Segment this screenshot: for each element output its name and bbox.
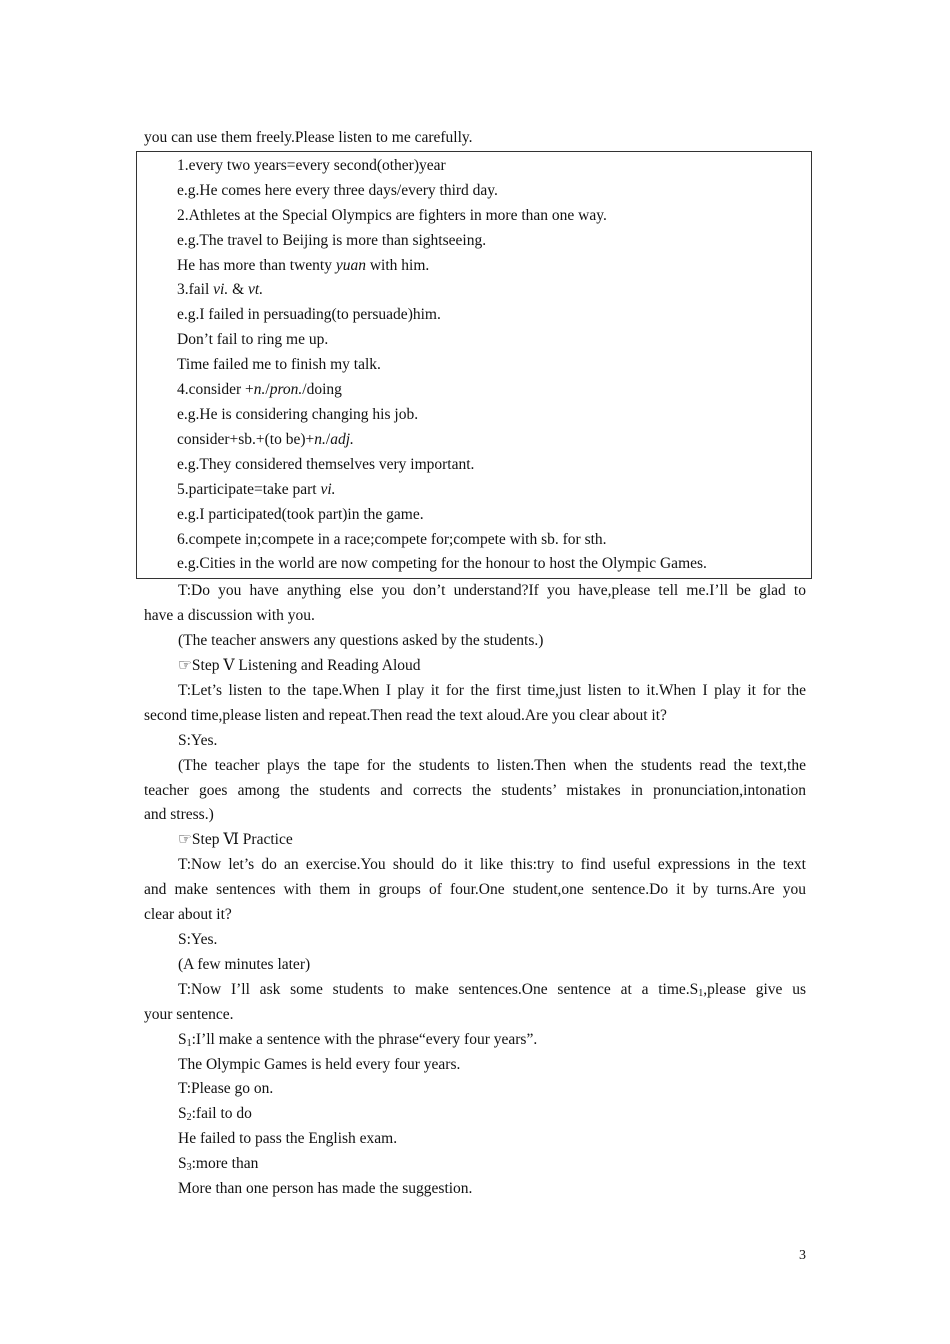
text: consider+sb.+(to be)+	[177, 430, 315, 448]
paragraph-line: and make sentences with them in groups of four.One student,one sentence.Do it by turns.Are you	[144, 881, 806, 899]
paragraph-line: He failed to pass the English exam.	[178, 1130, 398, 1148]
paragraph-line: your sentence.	[144, 1005, 234, 1023]
italic-text: n.	[253, 381, 266, 399]
italic-text: vi.	[213, 281, 229, 299]
paragraph-line: second time,please listen and repeat.Then read the text aloud.Are you clear about it?	[144, 706, 667, 724]
page-content	[144, 126, 806, 1202]
text: :more than	[191, 1155, 259, 1173]
italic-text: yuan	[335, 256, 366, 274]
paragraph-line: S:Yes.	[178, 731, 218, 749]
subscript: 1	[186, 1037, 192, 1049]
subscript: 2	[186, 1112, 192, 1124]
paragraph-line: (The teacher plays the tape for the students to listen.Then when the students read the text,the	[178, 756, 806, 774]
italic-text: pron.	[269, 381, 303, 399]
box-line: e.g.They considered themselves very important.	[177, 455, 475, 473]
subscript: 1	[698, 987, 704, 999]
paragraph-line	[144, 978, 806, 1003]
box-line	[137, 428, 811, 453]
box-line: e.g.I failed in persuading(to persuade)him.	[177, 306, 441, 324]
paragraph-line: have a discussion with you.	[144, 607, 315, 625]
paragraph-line: (The teacher answers any questions asked by the students.)	[178, 632, 544, 650]
paragraph-line: clear about it?	[144, 906, 232, 924]
paragraph-line: (A few minutes later)	[178, 955, 311, 973]
subscript: 3	[186, 1162, 192, 1174]
paragraph-line: More than one person has made the suggestion.	[178, 1180, 473, 1198]
box-line: e.g.I participated(took part)in the game.	[177, 505, 424, 523]
italic-text: adj.	[330, 430, 354, 448]
paragraph-line: The Olympic Games is held every four years.	[178, 1055, 461, 1073]
paragraph-line: S:Yes.	[178, 931, 218, 948]
paragraph-line: T:Please go on.	[178, 1080, 274, 1098]
box-line: Time failed me to finish my talk.	[177, 356, 381, 374]
box-line: Don’t fail to ring me up.	[177, 331, 329, 349]
text: He has more than twenty	[177, 256, 336, 274]
text: S	[178, 1030, 187, 1048]
box-line: 2.Athletes at the Special Olympics are fighters in more than one way.	[177, 206, 607, 224]
vocabulary-box	[136, 151, 812, 579]
box-line: 1.every two years=every second(other)year	[177, 156, 446, 174]
text: 5.participate=take part	[177, 480, 321, 498]
italic-text: n.	[314, 430, 326, 448]
paragraph-line: and stress.)	[144, 806, 214, 824]
text: S	[178, 1105, 187, 1123]
text: ,please give us	[703, 980, 806, 998]
box-line: e.g.He comes here every three days/every third day.	[177, 181, 498, 199]
text: /	[325, 430, 331, 448]
paragraph-line	[144, 1028, 806, 1053]
box-line: e.g.The travel to Beijing is more than sightseeing.	[177, 231, 487, 249]
text: 3.fail	[177, 281, 214, 299]
italic-text: vi.	[320, 480, 336, 498]
text: T:Now I’ll ask some students to make sentences.One sentence at a time.S	[178, 980, 699, 998]
intro-line: you can use them freely.Please listen to me carefully.	[144, 129, 473, 146]
step-heading: ☞Step Ⅵ Practice	[178, 831, 293, 849]
box-line	[137, 478, 811, 503]
text: with him.	[365, 256, 430, 274]
paragraph-line	[144, 1102, 806, 1127]
paragraph-line: T:Let’s listen to the tape.When I play it for the first time,just listen to it.When I play it for the	[178, 681, 806, 699]
box-line	[137, 278, 811, 303]
text: 4.consider +	[177, 381, 254, 399]
italic-text: vt.	[248, 281, 264, 299]
paragraph-line: T:Do you have anything else you don’t understand?If you have,please tell me.I’ll be glad to	[178, 582, 806, 600]
text: :I’ll make a sentence with the phrase“every four years”.	[191, 1030, 538, 1048]
box-line: e.g.Cities in the world are now competing for the honour to host the Olympic Games.	[177, 555, 707, 573]
text: S	[178, 1155, 187, 1173]
paragraph-line: teacher goes among the students and corrects the students’ mistakes in pronunciation,intonation	[144, 781, 806, 799]
paragraph-line	[144, 1152, 806, 1177]
box-line: e.g.He is considering changing his job.	[177, 405, 419, 423]
box-line	[137, 254, 811, 279]
step-heading: ☞Step Ⅴ Listening and Reading Aloud	[178, 657, 421, 675]
text: &	[228, 281, 249, 299]
paragraph-line: T:Now let’s do an exercise.You should do it like this:try to find useful expressions in the text	[178, 856, 806, 874]
page-number: 3	[799, 1248, 806, 1263]
box-line: 6.compete in;compete in a race;compete for;compete with sb. for sth.	[177, 530, 607, 548]
text: /	[265, 381, 270, 399]
text: /doing	[302, 381, 342, 399]
text: :fail to do	[191, 1105, 252, 1123]
box-line	[137, 378, 811, 403]
